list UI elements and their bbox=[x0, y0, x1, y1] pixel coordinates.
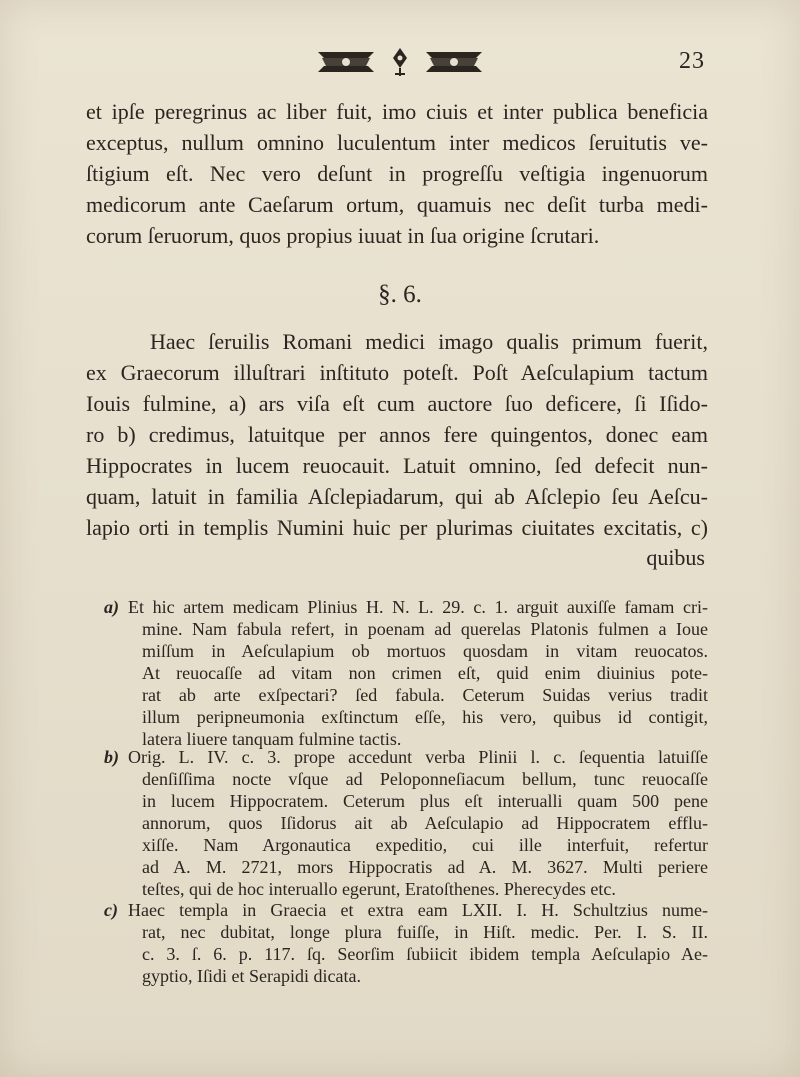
catchword: quibus bbox=[646, 545, 705, 570]
footnote-line: teſtes, qui de hoc interuallo egerunt, Eratoſthenes. Pherecydes etc. bbox=[142, 879, 616, 899]
footnote-line: denſiſſima nocte vſque ad Peloponneſiacum bellum, tunc reuocaſſe bbox=[142, 769, 708, 789]
footnote-c bbox=[104, 899, 708, 987]
paragraph-section-6 bbox=[86, 326, 708, 543]
text-line: ſtigium eſt. Nec vero deſunt in progreſſu veſtigia ingenuorum bbox=[86, 161, 708, 186]
text-line: Iouis fulmine, a) ars viſa eſt cum auctore ſuo deficere, ſi Iſido- bbox=[86, 391, 708, 416]
text-line: corum ſeruorum, quos propius iuuat in ſua origine ſcrutari. bbox=[86, 223, 600, 248]
footnote-line: Haec templa in Graecia et extra eam LXII. I. H. Schultzius nume- bbox=[128, 900, 708, 920]
footnote-line: c. 3. ſ. 6. p. 117. ſq. Seorſim ſubiicit ibidem templa Aeſculapio Ae- bbox=[142, 944, 708, 964]
text-line: lapio orti in templis Numini huic per plurimas ciuitates excitatis, c) bbox=[86, 515, 708, 540]
text-line: Hippocrates in lucem reuocauit. Latuit omnino, ſed defecit nun- bbox=[86, 453, 708, 478]
footnote-marker: c) bbox=[104, 900, 118, 920]
footnote-line: gyptio, Iſidi et Serapidi dicata. bbox=[142, 966, 361, 986]
text-line: ex Graecorum illuſtrari inſtituto poteſt. Poſt Aeſculapium tactum bbox=[86, 360, 708, 385]
page-number: 23 bbox=[679, 48, 705, 74]
text-line: medicorum ante Caeſarum ortum, quamuis nec deſit turba medi- bbox=[86, 192, 708, 217]
footnote-line: miſſum in Aeſculapium ob mortuos quosdam in vitam reuocatos. bbox=[142, 641, 708, 661]
footnote-line: Orig. L. IV. c. 3. prope accedunt verba Plinii l. c. ſequentia latuiſſe bbox=[128, 747, 708, 767]
footnote-line: latera liuere tanquam fulmine tactis. bbox=[142, 729, 402, 749]
footnote-line: annorum, quos Iſidorus ait ab Aeſculapio ad Hippocratem efflu- bbox=[142, 813, 708, 833]
text-line: ro b) credimus, latuitque per annos fere quingentos, donec eam bbox=[86, 422, 708, 447]
footnote-line: illum peripneumonia exſtinctum eſſe, his vero, quibus id contigit, bbox=[142, 707, 708, 727]
footnote-marker: a) bbox=[104, 597, 119, 617]
text-line: exceptus, nullum omnino luculentum inter medicos ſeruitutis ve- bbox=[86, 130, 708, 155]
footnote-line: in lucem Hippocratem. Ceterum plus eſt interualli quam 500 pene bbox=[142, 791, 708, 811]
text-line: et ipſe peregrinus ac liber fuit, imo ciuis et inter publica beneficia bbox=[86, 99, 708, 124]
footnote-line: Et hic artem medicam Plinius H. N. L. 29. c. 1. arguit auxiſſe famam cri- bbox=[128, 597, 708, 617]
footnote-line: rat ab arte exſpectari? ſed fabula. Ceterum Suidas verius tradit bbox=[142, 685, 708, 705]
text-line: Haec ſeruilis Romani medici imago qualis primum fuerit, bbox=[150, 329, 708, 354]
text-line: quam, latuit in familia Aſclepiadarum, qui ab Aſclepio ſeu Aeſcu- bbox=[86, 484, 708, 509]
footnote-marker: b) bbox=[104, 747, 119, 767]
footnote-a bbox=[104, 596, 708, 750]
footnote-line: At reuocaſſe ad vitam non crimen eſt, quid enim diuinius pote- bbox=[142, 663, 708, 683]
ornament-icon bbox=[300, 44, 500, 80]
footnote-line: ad A. M. 2721, mors Hippocratis ad A. M. 3627. Multi periere bbox=[142, 857, 708, 877]
footnote-b bbox=[104, 746, 708, 900]
footnote-line: xiſſe. Nam Argonautica expeditio, cui ille interfuit, refertur bbox=[142, 835, 708, 855]
footnote-line: mine. Nam fabula refert, in poenam ad querelas Platonis fulmen a Ioue bbox=[142, 619, 708, 639]
section-heading: §. 6. bbox=[378, 281, 422, 308]
footnote-line: rat, nec dubitat, longe plura fuiſſe, in Hiſt. medic. Per. I. S. II. bbox=[142, 922, 708, 942]
paragraph-continuation bbox=[86, 96, 708, 251]
